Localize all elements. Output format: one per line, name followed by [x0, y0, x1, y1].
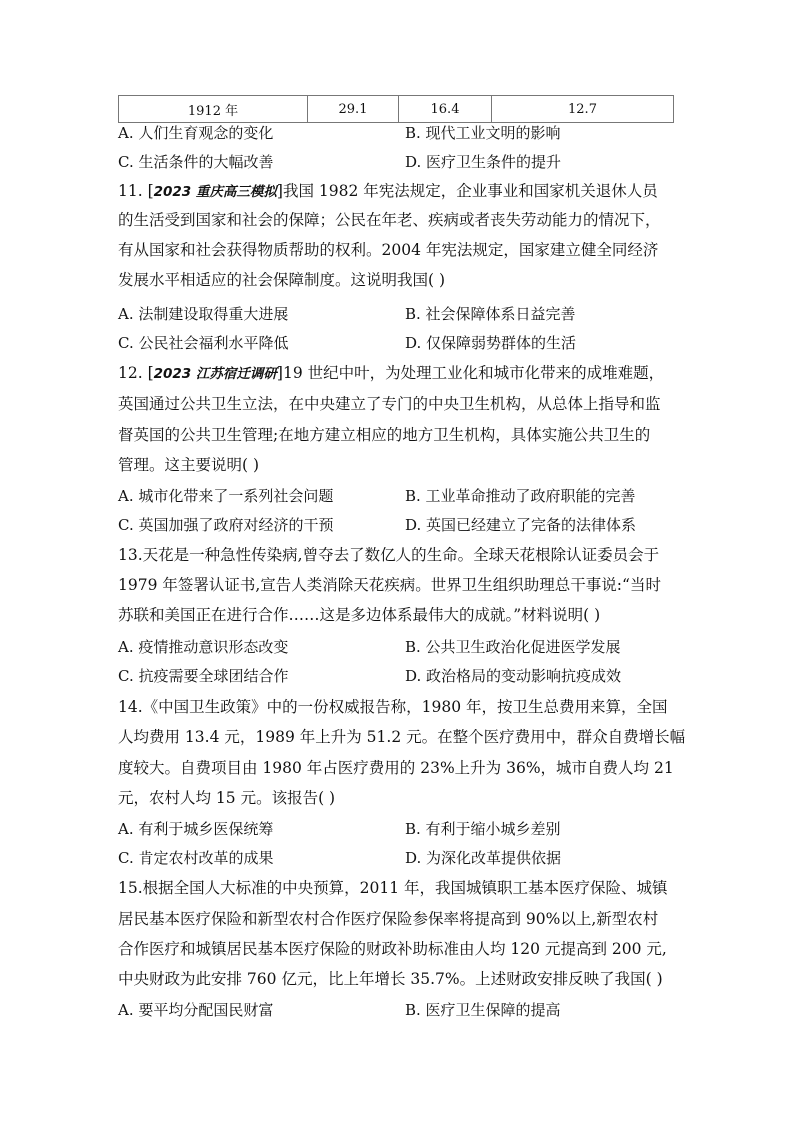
q12-text: ]19 世纪中叶，为处理工业化和城市化带来的成堆难题，	[276, 364, 665, 382]
q13-option-b: B. 公共卫生政治化促进医学发展	[405, 638, 621, 656]
q10-option-d: D. 医疗卫生条件的提升	[405, 153, 562, 171]
q15-option-b: B. 医疗卫生保障的提高	[405, 1001, 561, 1019]
q13-option-a: A. 疫情推动意识形态改变	[118, 638, 289, 656]
q15-line-1: 15.根据全国人大标准的中央预算，2011 年，我国城镇职工基本医疗保险、城镇	[118, 879, 668, 897]
q11-option-a: A. 法制建设取得重大进展	[118, 305, 289, 323]
q12-line-4: 管理。这主要说明( )	[118, 456, 260, 474]
table-cell-value: 29.1	[308, 96, 399, 123]
q14-line-1: 14.《中国卫生政策》中的一份权威报告称，1980 年，按卫生总费用来算，全国	[118, 698, 668, 716]
table-row	[119, 96, 674, 123]
q12-line-1	[118, 363, 664, 384]
table-cell-year: 1912 年	[119, 96, 308, 123]
q14-line-4: 元，农村人均 15 元。该报告( )	[118, 789, 336, 807]
q10-option-c: C. 生活条件的大幅改善	[118, 153, 274, 171]
q12-line-3: 督英国的公共卫生管理;在地方建立相应的地方卫生机构，具体实施公共卫生的	[118, 426, 651, 444]
q10-option-a: A. 人们生育观念的变化	[118, 124, 274, 142]
q11-line-4: 发展水平相适应的社会保障制度。这说明我国( )	[118, 271, 446, 289]
q13-option-c: C. 抗疫需要全球团结合作	[118, 667, 289, 685]
q12-source: 2023 江苏宿迁调研	[153, 366, 277, 382]
q14-option-b: B. 有利于缩小城乡差别	[405, 820, 561, 838]
q12-line-2: 英国通过公共卫生立法，在中央建立了专门的中央卫生机构，从总体上指导和监	[118, 395, 661, 413]
q15-option-a: A. 要平均分配国民财富	[118, 1001, 274, 1019]
q11-number: 11. [	[118, 182, 154, 200]
q12-option-c: C. 英国加强了政府对经济的干预	[118, 516, 334, 534]
q11-option-d: D. 仅保障弱势群体的生活	[405, 334, 577, 352]
q12-option-b: B. 工业革命推动了政府职能的完善	[405, 487, 636, 505]
q11-text: ]我国 1982 年宪法规定，企业事业和国家机关退休人员	[276, 182, 658, 200]
q11-option-b: B. 社会保障体系日益完善	[405, 305, 576, 323]
q11-line-1	[118, 181, 658, 202]
q14-option-c: C. 肯定农村改革的成果	[118, 849, 274, 867]
q11-line-2: 的生活受到国家和社会的保障；公民在年老、疾病或者丧失劳动能力的情况下，	[118, 211, 661, 229]
q12-number: 12. [	[118, 364, 154, 382]
q12-option-d: D. 英国已经建立了完备的法律体系	[405, 516, 637, 534]
q14-line-3: 度较大。自费项目由 1980 年占医疗费用的 23%上升为 36%，城市自费人均 21	[118, 759, 674, 777]
q15-line-3: 合作医疗和城镇居民基本医疗保险的财政补助标准由人均 120 元提高到 200 元,	[118, 940, 667, 958]
q13-line-1: 13.天花是一种急性传染病,曾夺去了数亿人的生命。全球天花根除认证委员会于	[118, 546, 660, 564]
q15-line-4: 中央财政为此安排 760 亿元，比上年增长 35.7%。上述财政安排反映了我国( )	[118, 970, 663, 988]
table-cell-value: 16.4	[399, 96, 492, 123]
data-table	[118, 95, 674, 123]
q14-option-d: D. 为深化改革提供依据	[405, 849, 562, 867]
q13-line-2: 1979 年签署认证书,宣告人类消除天花疾病。世界卫生组织助理总干事说:“当时	[118, 576, 661, 594]
q11-option-c: C. 公民社会福利水平降低	[118, 334, 289, 352]
q11-source: 2023 重庆高三模拟	[153, 184, 277, 200]
q13-line-3: 苏联和美国正在进行合作……这是多边体系最伟大的成就。”材料说明( )	[118, 606, 601, 624]
q15-line-2: 居民基本医疗保险和新型农村合作医疗保险参保率将提高到 90%以上,新型农村	[118, 910, 659, 928]
q14-option-a: A. 有利于城乡医保统筹	[118, 820, 274, 838]
q14-line-2: 人均费用 13.4 元，1989 年上升为 51.2 元。在整个医疗费用中，群众自费增长幅	[118, 728, 686, 746]
q13-option-d: D. 政治格局的变动影响抗疫成效	[405, 667, 622, 685]
q10-option-b: B. 现代工业文明的影响	[405, 124, 561, 142]
q11-line-3: 有从国家和社会获得物质帮助的权利。2004 年宪法规定，国家建立健全同经济	[118, 241, 659, 259]
table-cell-value: 12.7	[492, 96, 674, 123]
q12-option-a: A. 城市化带来了一系列社会问题	[118, 487, 334, 505]
